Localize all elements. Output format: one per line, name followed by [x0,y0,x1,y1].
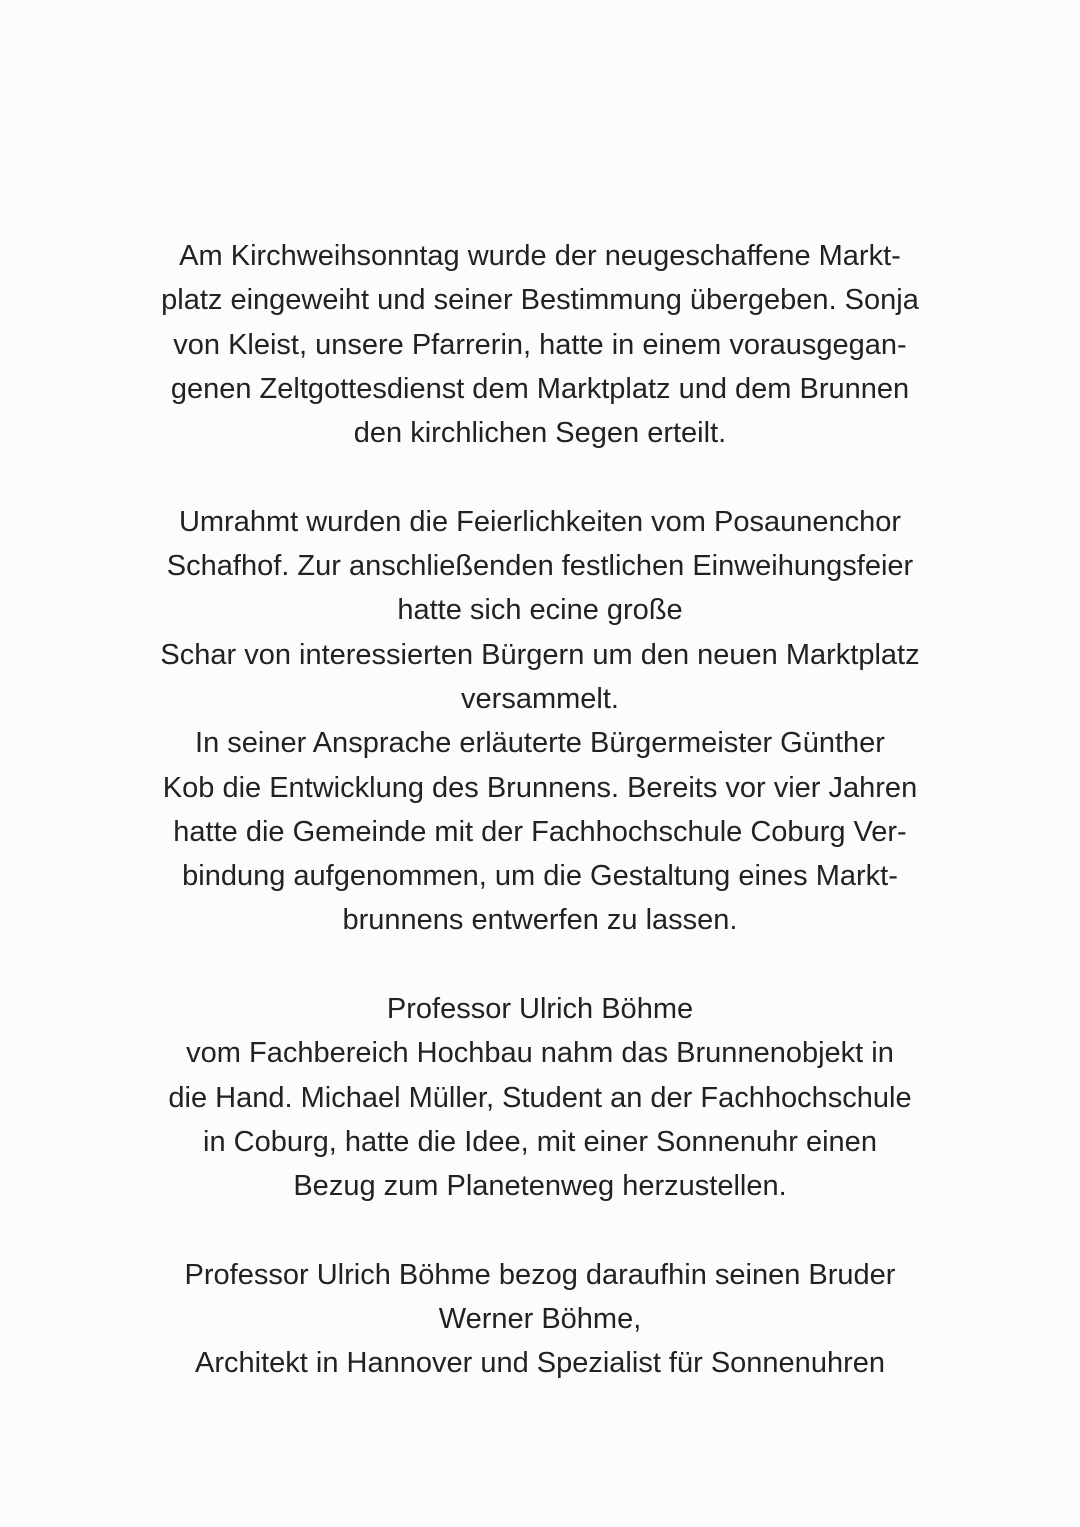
text-line: genen Zeltgottesdienst dem Marktplatz und dem Brunnen [170,372,910,405]
text-line: In seiner Ansprache erläuterte Bürgermeister Günther [195,727,885,760]
paragraph-4 [0,1253,1080,1386]
paragraph-spacer [0,455,1080,499]
text-line: in Coburg, hatte die Idee, mit einer Sonnenuhr einen [203,1125,877,1158]
text-line: Umrahmt wurden die Feierlichkeiten vom Posaunenchor [178,505,902,538]
text-line: brunnens entwerfen zu lassen. [342,904,738,937]
text-line: den kirchlichen Segen erteilt. [353,417,727,450]
text-line: Architekt in Hannover und Spezialist für Sonnenuhren [195,1347,885,1380]
paragraph-3 [0,987,1080,1208]
paragraph-2 [0,500,1080,943]
text-line: Schar von interessierten Bürgern um den neuen Marktplatz [160,638,920,671]
paragraph-spacer [0,943,1080,987]
text-line: Professor Ulrich Böhme bezog daraufhin seinen Bruder [184,1258,896,1291]
paragraph-spacer [0,1209,1080,1253]
text-line: Werner Böhme, [438,1303,642,1336]
text-line: platz eingeweiht und seiner Bestimmung übergeben. Sonja [161,284,919,317]
text-line: Professor Ulrich Böhme [386,993,694,1026]
text-line: hatte die Gemeinde mit der Fachhochschule Coburg Ver- [173,815,907,848]
text-line: Kob die Entwicklung des Brunnens. Bereits vor vier Jahren [162,771,918,804]
paragraph-1 [0,234,1080,455]
document-body [0,234,1080,1386]
text-line: versammelt. [461,682,619,715]
text-line: Bezug zum Planetenweg herzustellen. [293,1170,787,1203]
text-line: vom Fachbereich Hochbau nahm das Brunnenobjekt in [186,1037,894,1070]
text-line: die Hand. Michael Müller, Student an der Fachhochschule [168,1081,912,1114]
text-line: Schafhof. Zur anschließenden festlichen Einweihungsfeier [166,550,914,583]
text-line: von Kleist, unsere Pfarrerin, hatte in einem vorausgegan- [173,328,907,361]
text-line: bindung aufgenommen, um die Gestaltung eines Markt- [182,860,898,893]
text-line: Am Kirchweihsonntag wurde der neugeschaffene Markt- [179,240,901,272]
text-line: hatte sich ecine große [397,594,683,627]
